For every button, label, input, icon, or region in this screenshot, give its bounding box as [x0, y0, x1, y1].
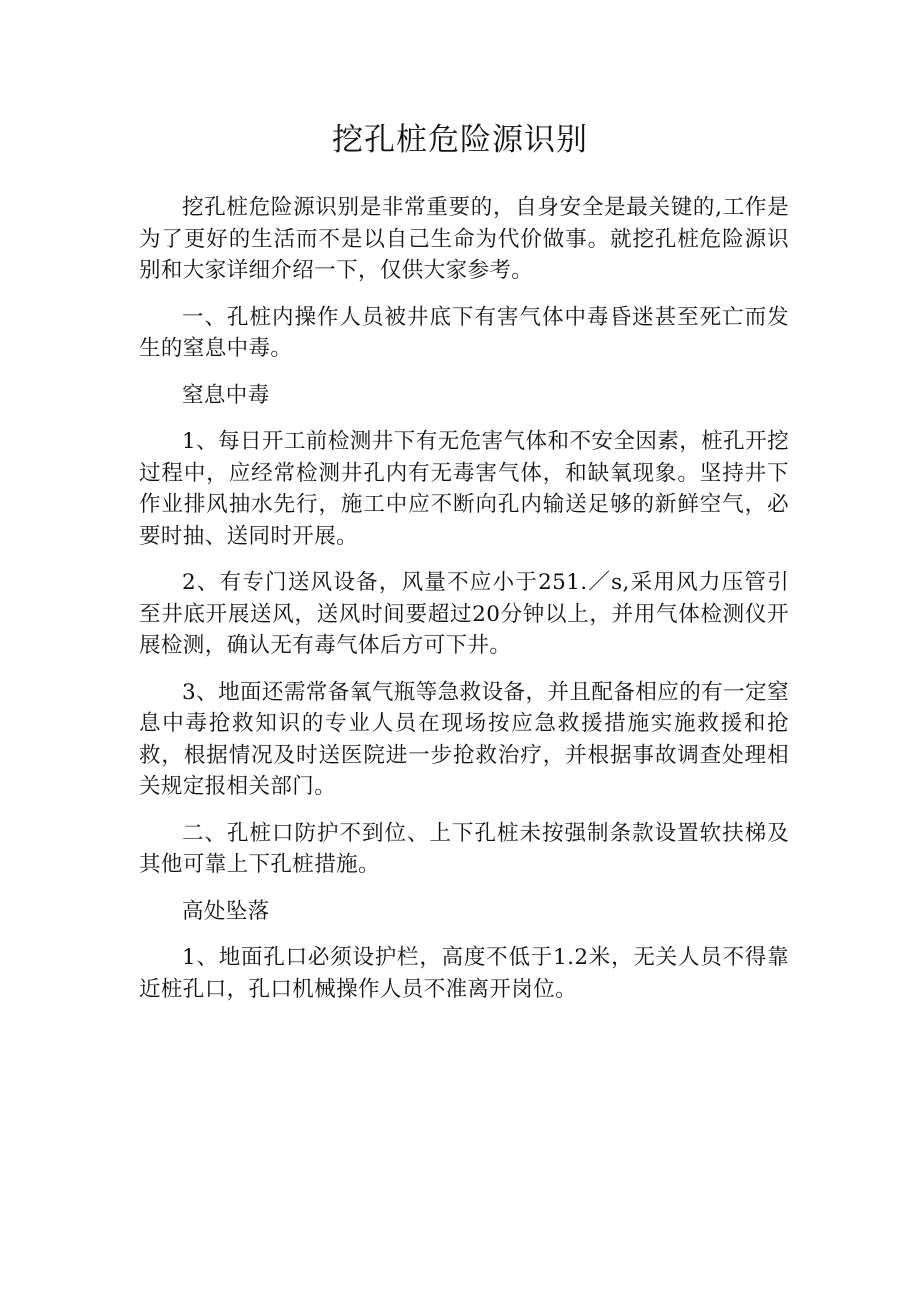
item-1-paragraph: 1、每日开工前检测井下有无危害气体和不安全因素，桩孔开挖过程中，应经常检测井孔内有无毒害气体，和缺氧现象。坚持井下作业排风抽水先行，施工中应不断向孔内输送足够的新鲜空气，必要时抽、送同时开展。	[139, 429, 789, 549]
fall-item-1-paragraph: 1、地面孔口必须设护栏，高度不低于1.2米，无关人员不得靠近桩孔口，孔口机械操作人员不准离开岗位。	[139, 945, 789, 1002]
document-title: 挖孔桩危险源识别	[332, 122, 588, 158]
document-body	[139, 192, 789, 1005]
item-2-paragraph: 2、有专门送风设备，风量不应小于251.／s,采用风力压管引至井底开展送风，送风时间要超过20分钟以上，并用气体检测仪开展检测，确认无有毒气体后方可下井。	[139, 570, 789, 658]
section-one-paragraph: 一、孔桩内操作人员被井底下有害气体中毒昏迷甚至死亡而发生的窒息中毒。	[139, 304, 789, 361]
section-two-paragraph: 二、孔桩口防护不到位、上下孔桩未按强制条款设置软扶梯及其他可靠上下孔桩措施。	[139, 820, 789, 877]
item-3-paragraph: 3、地面还需常备氧气瓶等急救设备，并且配备相应的有一定窒息中毒抢救知识的专业人员在现场按应急救援措施实施救援和抢救，根据情况及时送医院进一步抢救治疗，并根据事故调查处理相关规定报相关部门。	[139, 679, 789, 799]
intro-paragraph: 挖孔桩危险源识别是非常重要的，自身安全是最关键的,工作是为了更好的生活而不是以自己生命为代价做事。就挖孔桩危险源识别和大家详细介绍一下，仅供大家参考。	[139, 195, 789, 283]
subheading-fall: 高处坠落	[182, 898, 270, 924]
subheading-suffocation: 窒息中毒	[182, 382, 270, 408]
